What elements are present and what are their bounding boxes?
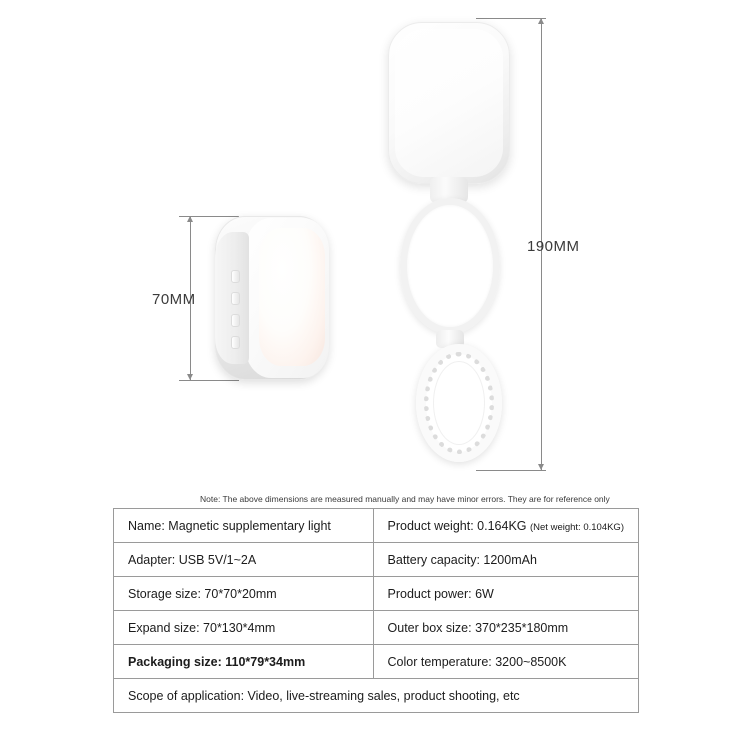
product-button-2 (231, 292, 240, 305)
spec-product-power: Product power: 6W (373, 577, 638, 611)
width-tick-bottom (179, 380, 239, 381)
height-dimension-label: 190MM (527, 238, 580, 255)
product-ring-lower-inner (433, 361, 485, 445)
width-dimension-label: 70MM (152, 291, 196, 308)
spec-name: Name: Magnetic supplementary light (114, 509, 374, 543)
height-tick-bottom (476, 470, 546, 471)
spec-expand-size: Expand size: 70*130*4mm (114, 611, 374, 645)
measurement-note: Note: The above dimensions are measured manually and may have minor errors. They are for reference only (200, 494, 610, 504)
product-light-panel (259, 228, 325, 366)
product-button-3 (231, 314, 240, 327)
product-folded-view (215, 216, 329, 380)
product-ring-upper (400, 198, 500, 334)
spec-product-weight (373, 509, 638, 543)
spec-net-weight-note: (Net weight: 0.104KG) (530, 521, 624, 533)
spec-battery-capacity: Battery capacity: 1200mAh (373, 543, 638, 577)
spec-color-temperature: Color temperature: 3200~8500K (373, 645, 638, 679)
table-row (114, 611, 639, 645)
table-row (114, 679, 639, 713)
product-light-head-inner (395, 29, 503, 177)
spec-scope-of-application: Scope of application: Video, live-streaming sales, product shooting, etc (114, 679, 639, 713)
spec-adapter: Adapter: USB 5V/1~2A (114, 543, 374, 577)
spec-outer-box-size: Outer box size: 370*235*180mm (373, 611, 638, 645)
table-row (114, 577, 639, 611)
product-button-1 (231, 270, 240, 283)
specification-table (113, 508, 639, 713)
spec-packaging-size: Packaging size: 110*79*34mm (114, 645, 374, 679)
product-button-4 (231, 336, 240, 349)
table-row (114, 645, 639, 679)
table-row (114, 543, 639, 577)
product-expanded-view (388, 22, 516, 470)
table-row (114, 509, 639, 543)
spec-product-weight-value: Product weight: 0.164KG (387, 518, 527, 533)
height-tick-top (476, 18, 546, 19)
spec-storage-size: Storage size: 70*70*20mm (114, 577, 374, 611)
